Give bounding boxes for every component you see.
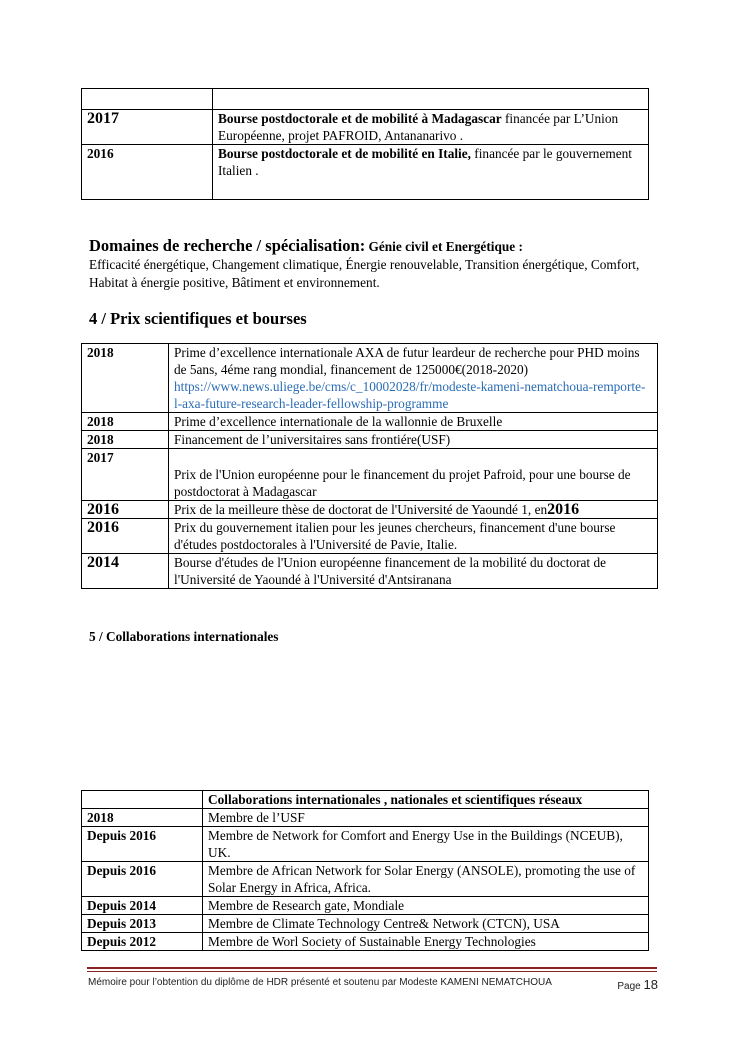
footer-rule	[87, 967, 657, 969]
prix-table	[81, 343, 658, 589]
year-cell: 2016	[82, 145, 213, 200]
table-row	[82, 449, 658, 501]
prize-text: Prime d’excellence internationale AXA de futur leardeur de recherche pour PHD moins de 5ans, 4éme rang mondial, financement de 125000€(2018-2020)	[174, 345, 640, 377]
description-cell: Prix du gouvernement italien pour les jeunes chercheurs, financement d'une bourse d'études postdoctorales à l'Université de Pavie, Italie.	[169, 519, 658, 554]
year-cell: Depuis 2016	[82, 827, 203, 862]
bourse-detail: financée par L’Union Européenne, projet PAFROID, Antananarivo .	[218, 111, 619, 143]
prize-link[interactable]: https://www.news.uliege.be/cms/c_10002028/fr/modeste-kameni-nematchoua-remporte-l-axa-future-research-leader-fellowship-programme	[174, 379, 646, 411]
table-row	[82, 897, 649, 915]
year-cell: 2018	[82, 413, 169, 431]
header-empty-cell	[82, 791, 203, 809]
table-header-row	[82, 791, 649, 809]
year-cell: 2016	[82, 501, 169, 519]
research-domains	[89, 237, 669, 292]
year-cell: Depuis 2013	[82, 915, 203, 933]
year-cell	[82, 89, 213, 110]
year-cell: 2018	[82, 344, 169, 413]
description-cell: Membre de l’USF	[203, 809, 649, 827]
collaborations-table	[81, 790, 649, 951]
bourse-title: Bourse postdoctorale et de mobilité en Italie,	[218, 146, 471, 161]
description-cell: Financement de l’universitaires sans frontiére(USF)	[169, 431, 658, 449]
page-label: Page	[617, 981, 641, 992]
domains-label: Domaines de recherche / spécialisation:	[89, 236, 366, 255]
description-cell	[213, 110, 649, 145]
description-cell	[213, 89, 649, 110]
prize-year-tail: 2016	[547, 501, 580, 518]
description-cell: Membre de African Network for Solar Energy (ANSOLE), promoting the use of Solar Energy in Africa, Africa.	[203, 862, 649, 897]
table-row	[82, 862, 649, 897]
table-row	[82, 501, 658, 519]
description-cell: Bourse d'études de l'Union européenne financement de la mobilité du doctorat de l'Université de Yaoundé à l'Université d'Antsiranana	[169, 554, 658, 589]
description-cell: Prix de l'Union européenne pour le financement du projet Pafroid, pour une bourse de postdoctorat à Madagascar	[169, 449, 658, 501]
table-row	[82, 145, 649, 200]
year-cell: 2017	[82, 110, 213, 145]
description-cell: Prime d’excellence internationale de la wallonnie de Bruxelle	[169, 413, 658, 431]
page-footer	[88, 977, 658, 992]
bourses-table	[81, 88, 649, 200]
table-row	[82, 110, 649, 145]
table-row	[82, 933, 649, 951]
page-number: 18	[643, 977, 658, 992]
year-cell: Depuis 2014	[82, 897, 203, 915]
description-cell: Membre de Network for Comfort and Energy Use in the Buildings (NCEUB), UK.	[203, 827, 649, 862]
section-5-title: 5 / Collaborations internationales	[89, 629, 279, 644]
description-cell: Membre de Research gate, Mondiale	[203, 897, 649, 915]
bourse-detail: financée par le gouvernement Italien .	[218, 146, 632, 178]
page-indicator	[617, 977, 658, 992]
year-cell: Depuis 2012	[82, 933, 203, 951]
description-cell	[169, 344, 658, 413]
year-cell: 2017	[82, 449, 169, 501]
description-cell: Membre de Worl Society of Sustainable Energy Technologies	[203, 933, 649, 951]
description-cell	[169, 501, 658, 519]
collaborations-header: Collaborations internationales , nationales et scientifiques réseaux	[203, 791, 649, 809]
domains-sublabel: Génie civil et Energétique :	[365, 239, 523, 254]
year-cell: 2016	[82, 519, 169, 554]
year-cell: 2018	[82, 809, 203, 827]
table-row	[82, 827, 649, 862]
footer-text: Mémoire pour l’obtention du diplôme de HDR présenté et soutenu par Modeste KAMENI NEMATCHOUA	[88, 977, 552, 988]
domains-text: Efficacité énergétique, Changement climatique, Énergie renouvelable, Transition énergétique, Comfort, Habitat à énergie positive, Bâtiment et environnement.	[89, 257, 640, 290]
table-row	[82, 344, 658, 413]
prize-text: Prix de la meilleure thèse de doctorat de l'Université de Yaoundé 1, en	[174, 502, 548, 517]
bourse-title: Bourse postdoctorale et de mobilité à Madagascar	[218, 111, 502, 126]
year-cell: 2018	[82, 431, 169, 449]
table-row	[82, 431, 658, 449]
table-row	[82, 554, 658, 589]
table-row	[82, 89, 649, 110]
table-row	[82, 915, 649, 933]
section-4-title: 4 / Prix scientifiques et bourses	[89, 309, 307, 328]
table-row	[82, 519, 658, 554]
description-cell: Membre de Climate Technology Centre& Network (CTCN), USA	[203, 915, 649, 933]
table-row	[82, 809, 649, 827]
year-cell: Depuis 2016	[82, 862, 203, 897]
year-cell: 2014	[82, 554, 169, 589]
footer-rule-thin	[87, 971, 657, 972]
table-row	[82, 413, 658, 431]
description-cell	[213, 145, 649, 200]
